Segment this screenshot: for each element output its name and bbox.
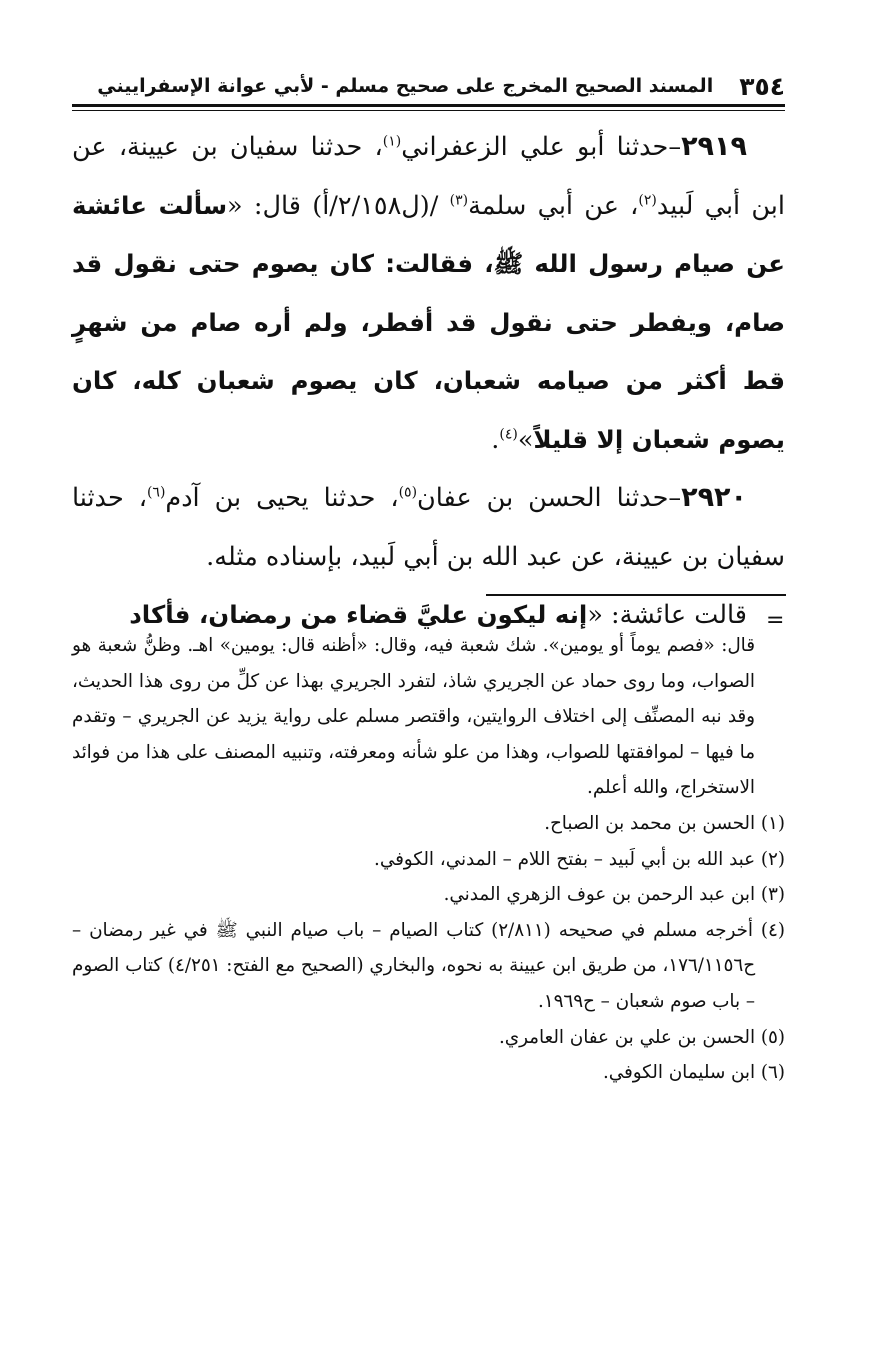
footnote-2: (٢) عبد الله بن أبي لَبيد – بفتح اللام – المدني، الكوفي. [374, 848, 785, 870]
isnad-text: ، حدثنا سفيان بن عيينة، عن ابن أبي لَبيد [72, 132, 785, 221]
isnad-text: –حدثنا أبو علي الزعفراني [401, 132, 682, 162]
continuation-mark: = [766, 608, 785, 633]
footnote-ref: (١) [382, 133, 402, 150]
page-number: ٣٥٤ [739, 71, 785, 101]
isnad-text: ، عن أبي سلمة [468, 190, 639, 221]
hadith-number: ٢٩١٩ [681, 131, 747, 162]
page-header [72, 70, 785, 102]
hadith-2919 [72, 118, 785, 469]
isnad-text: –حدثنا الحسن بن عفان [417, 483, 682, 513]
footnote-separator [486, 594, 786, 596]
quote-close: » [517, 424, 534, 455]
footnotes [72, 628, 785, 1091]
footnote-3: (٣) ابن عبد الرحمن بن عوف الزهري المدني. [443, 884, 785, 906]
footnote-ref: (٤) [499, 426, 518, 442]
isnad-text: /(ل٢/١٥٨/أ) قال: « [227, 190, 450, 221]
header-rule [72, 104, 785, 107]
hadith-2920 [72, 469, 785, 586]
footnote-1: (١) الحسن بن محمد بن الصباح. [544, 812, 785, 834]
sentence-end: . [491, 424, 500, 455]
hadith-matn: سألت عائشة عن صيام رسول الله ﷺ، فقالت: كان يصوم حتى نقول قد صام، ويفطر حتى نقول قد أفطر، ولم أره صام من شهرٍ قط أكثر من صيامه شعبان، كان يصوم شعبان كله، كان يصوم شعبان إلا قليلاً [72, 190, 785, 454]
footnote-4: (٤) أخرجه مسلم في صحيحه (٢/٨١١) كتاب الصيام – باب صيام النبي ﷺ في غير رمضان – ح١٧٦/١١٥٦، من طريق ابن عيينة به نحوه، والبخاري (الصحيح مع الفتح: ٤/٢٥١) كتاب الصوم – باب صوم شعبان – ح١٩٦٩. [72, 919, 785, 1012]
footnote-ref: (٢) [638, 192, 657, 208]
header-rule-thin [72, 110, 785, 111]
footnote-ref: (٦) [146, 484, 166, 501]
main-text [72, 118, 785, 645]
footnote-continuation: قال: «فصم يوماً أو يومين». شك شعبة فيه، وقال: «أظنه قال: يومين» اهـ. وظنُّ شعبة هو الصواب، وما روى حماد عن الجريري شاذ، لتفرد الجريري بهذا عن كلِّ من روى هذا الحديث، وقد نبه المصنِّف إلى اختلاف الروايتين، واقتصر مسلم على رواية يزيد عن الجريري – وتقدم ما فيها – لموافقتها للصواب، وهذا من علو شأنه ومعرفته، وتنبيه المصنف على هذا من فوائد الاستخراج، والله أعلم. [72, 635, 755, 799]
footnote-6: (٦) ابن سليمان الكوفي. [602, 1062, 785, 1084]
footnote-ref: (٥) [398, 484, 418, 501]
running-title: المسند الصحيح المخرج على صحيح مسلم - لأبي عوانة الإسفراييني [97, 75, 714, 97]
hadith-number: ٢٩٢٠ [681, 482, 748, 513]
isnad-text: ، حدثنا يحيى بن آدم [165, 483, 399, 513]
lead-text: قالت عائشة: « [587, 600, 747, 630]
hadith-matn: إنه ليكون عليَّ قضاء من رمضان، فأكاد [129, 600, 588, 629]
footnote-ref: (٣) [449, 192, 469, 208]
footnote-5: (٥) الحسن بن علي بن عفان العامري. [498, 1026, 785, 1048]
isnad-text: ، حدثنا سفيان بن عيينة، عن عبد الله بن أبي لَبيد، بإسناده مثله. [72, 483, 785, 572]
